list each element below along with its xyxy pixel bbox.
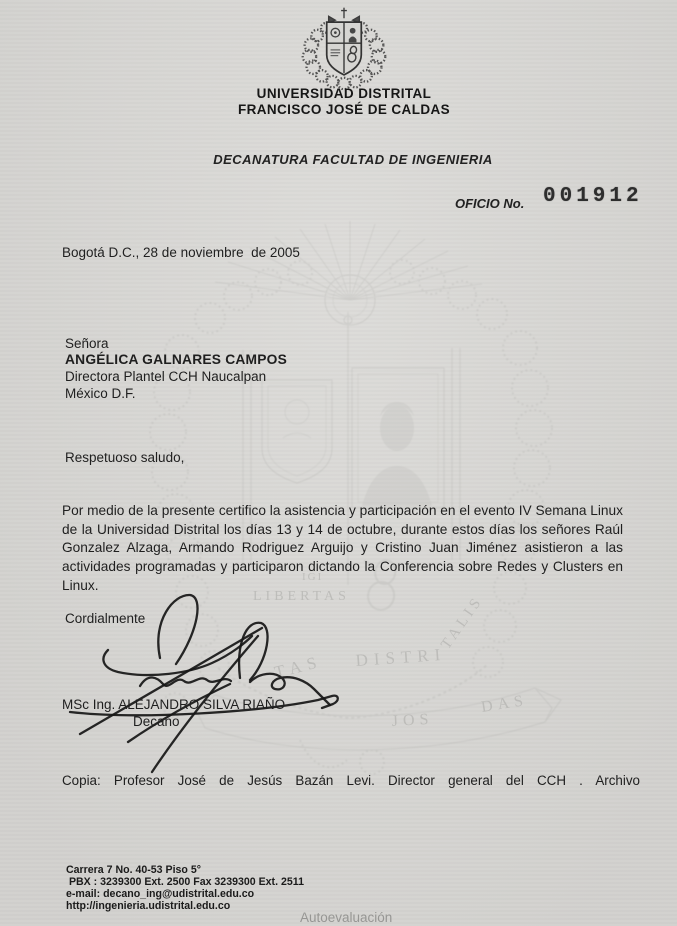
recipient-name: ANGÉLICA GALNARES CAMPOS (65, 352, 287, 367)
footer-website: http://ingenieria.udistrital.edu.co (66, 900, 231, 912)
recipient-salutation: Señora (65, 336, 109, 351)
watermark-ribbon-right: DAS (479, 691, 530, 716)
recipient-city: México D.F. (65, 386, 136, 401)
recipient-title: Directora Plantel CCH Naucalpan (65, 369, 267, 384)
university-name-line2: FRANCISCO JOSÉ DE CALDAS (237, 102, 451, 117)
signer-name: MSc Ing. ALEJANDRO SILVA RIAÑO (62, 697, 286, 712)
university-name-line1: UNIVERSIDAD DISTRITAL (256, 86, 432, 101)
university-coat-of-arms-icon (296, 6, 392, 90)
date-line: Bogotá D.C., 28 de noviembre de 2005 (62, 245, 300, 260)
watermark-ribbon-left: JOS (391, 710, 434, 730)
watermark-motto-top: IGI (302, 571, 324, 583)
watermark-arc-left: TAS (272, 651, 325, 682)
oficio-label: OFICIO No. (455, 196, 525, 211)
watermark-arc-center: DISTRI (354, 644, 447, 670)
footer-email: e-mail: decano_ing@udistrital.edu.co (66, 888, 255, 900)
oficio-number-stamp: 001912 (543, 185, 643, 208)
closing-line: Cordialmente (65, 611, 146, 626)
footer-phone: PBX : 3239300 Ext. 2500 Fax 3239300 Ext. 2511 (66, 876, 304, 888)
greeting-line: Respetuoso saludo, (65, 450, 185, 465)
body-paragraph: Por medio de la presente certifico la asistencia y participación en el evento IV Semana Linux de la Universidad Distrital los días 13 y 14 de octubre, durante estos días los señores Raúl Gonzalez Alzaga, Armando Rodriguez Arguijo y Cristino Juan Jiménez asistieron a las actividades programadas y participaron dictando la Conferencia sobre Redes y Clusters en Linux. (62, 503, 623, 593)
copy-line: Copia: Profesor José de Jesús Bazán Levi. Director general del CCH . Archivo (62, 773, 640, 788)
signer-title: Decano (133, 714, 180, 729)
faint-cutoff-text: Autoevaluación (300, 910, 393, 925)
footer-address: Carrera 7 No. 40-53 Piso 5° (66, 864, 201, 876)
watermark-arc-right: TALIS (438, 592, 487, 653)
signature-ink (40, 580, 460, 795)
department-line: DECANATURA FACULTAD DE INGENIERIA (213, 152, 493, 167)
watermark-motto: LIBERTAS (253, 589, 350, 604)
